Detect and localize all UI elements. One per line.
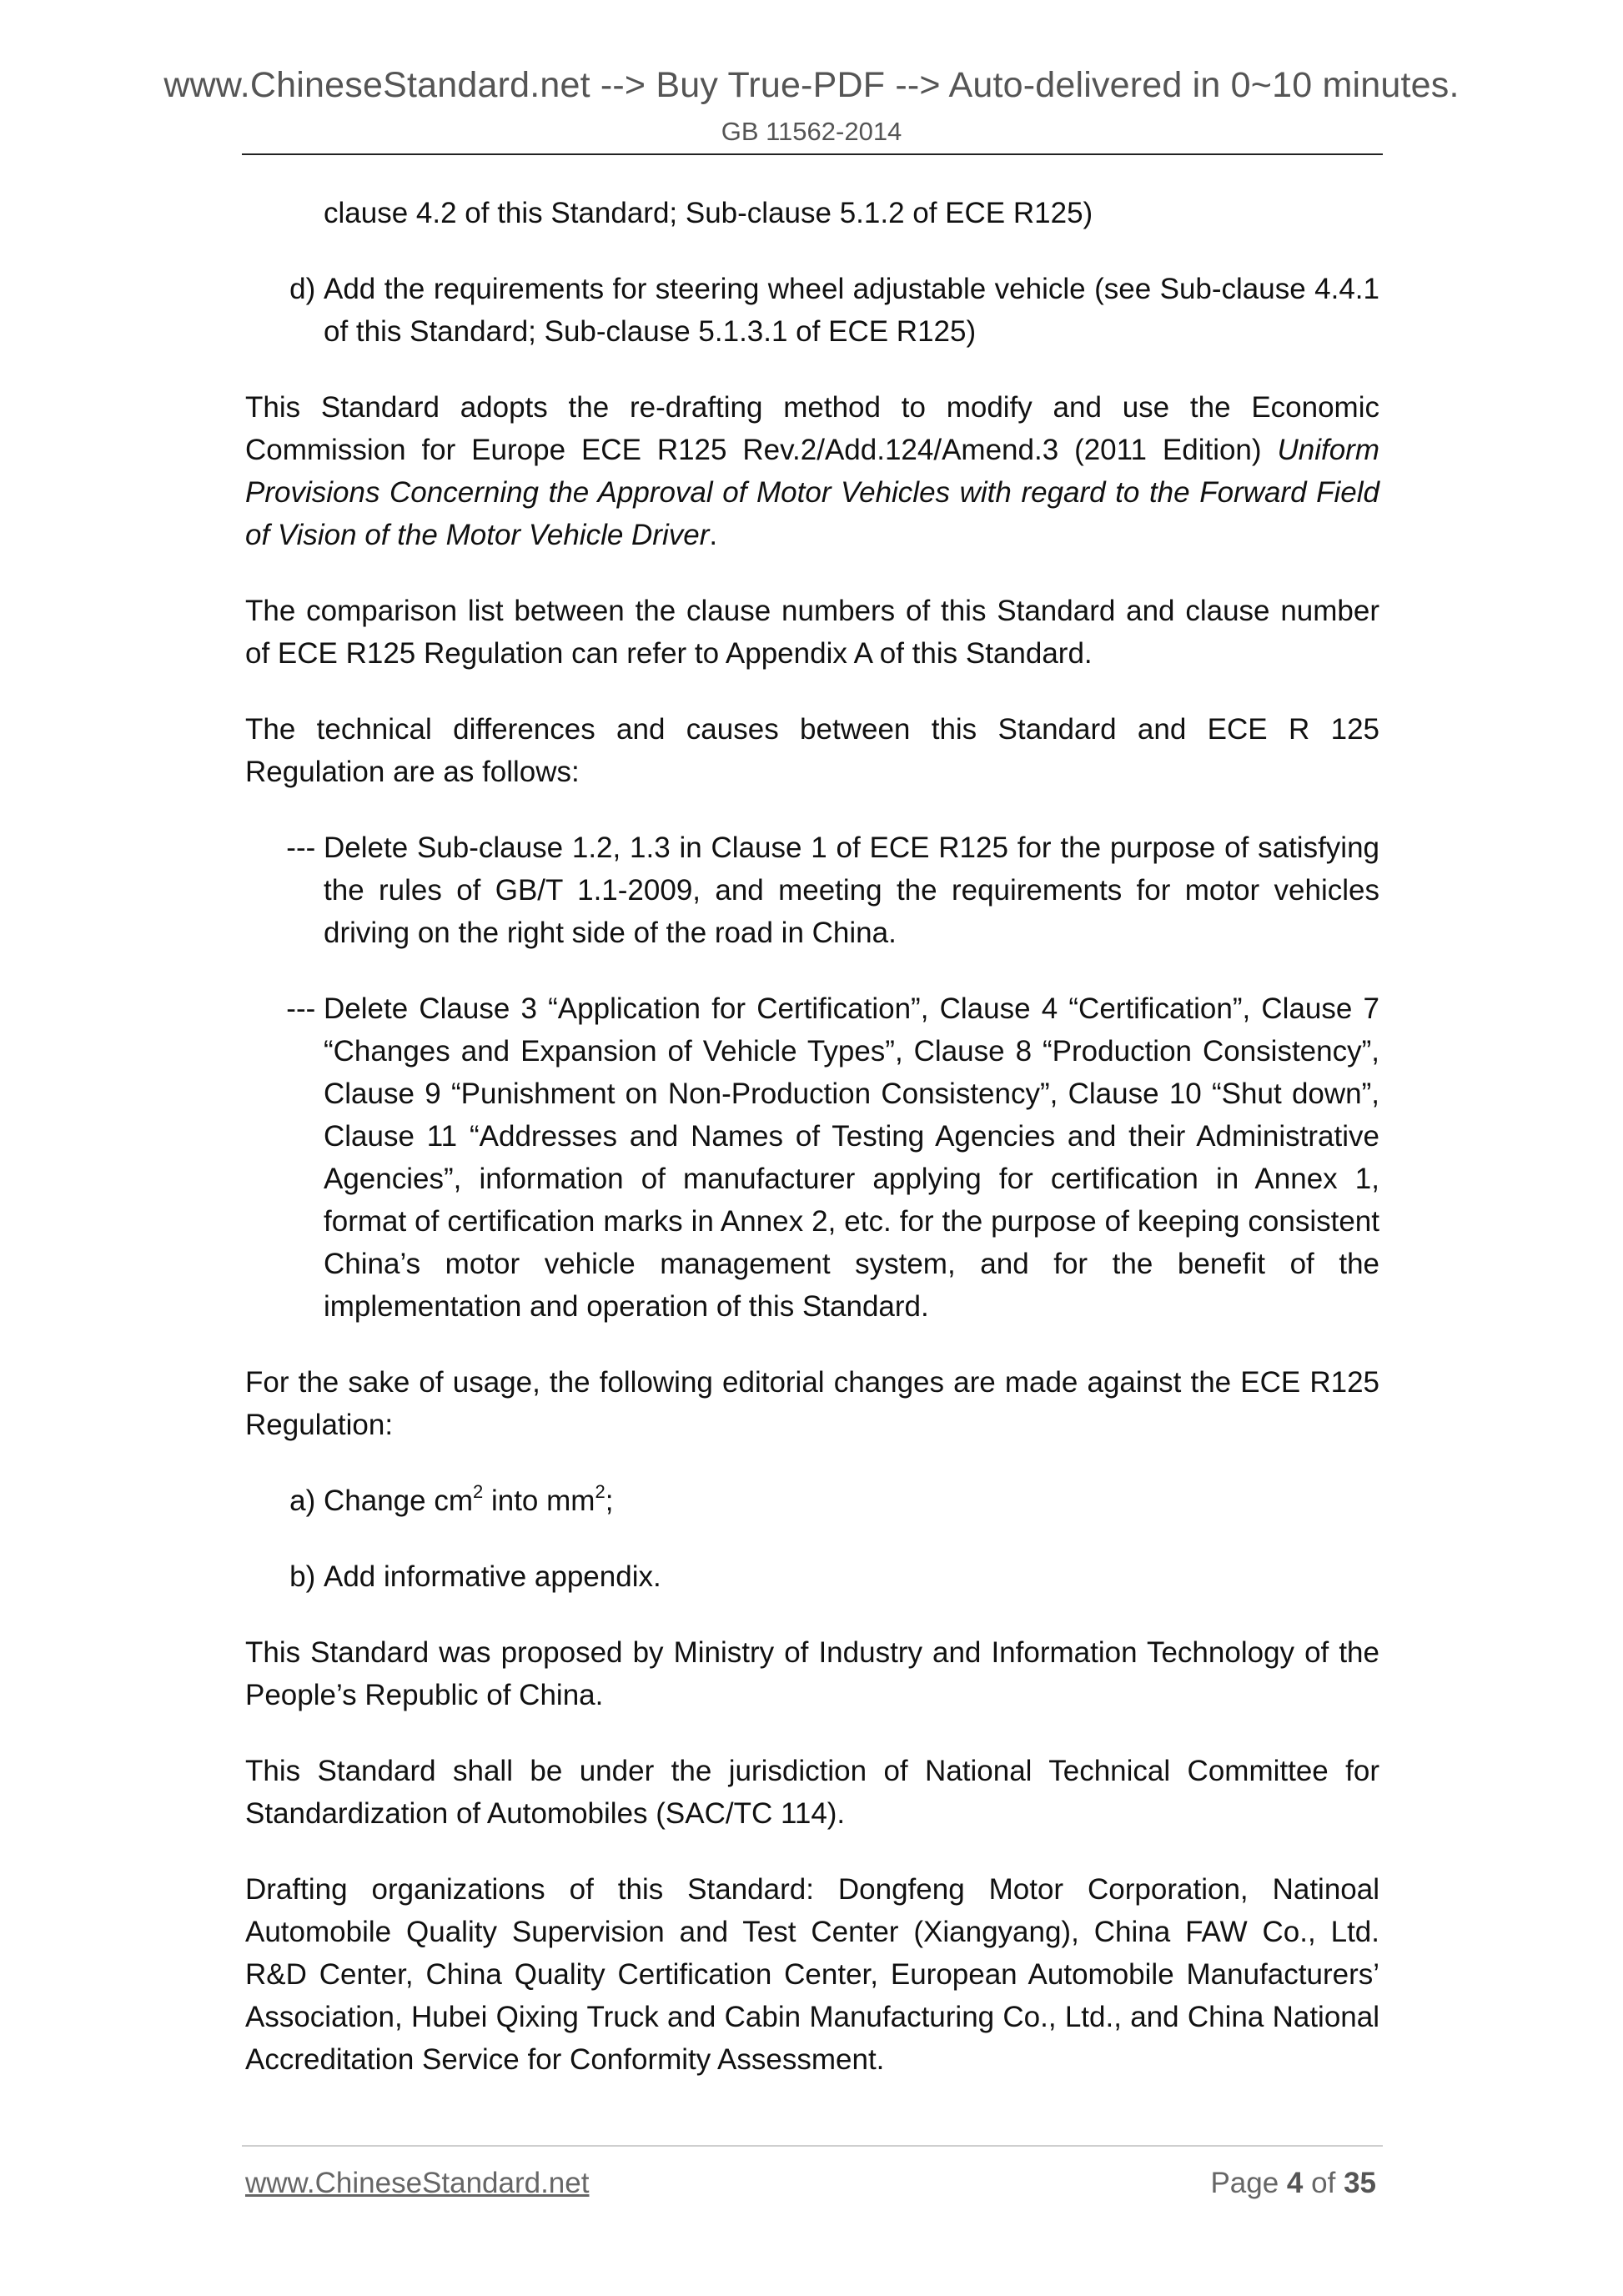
paragraph-editorial-changes: For the sake of usage, the following editorial changes are made against the ECE R125 Regulation: (245, 1366, 1379, 1441)
dash-item-2 (245, 987, 1379, 1328)
list-item-b (245, 1555, 1379, 1598)
dash-item-1 (245, 826, 1379, 954)
paragraph-proposed-by: This Standard was proposed by Ministry of Industry and Information Technology of the People’s Republic of China. (245, 1636, 1379, 1711)
list-marker: a) (289, 1485, 316, 1517)
page-body (245, 192, 1379, 2114)
list-marker: d) (289, 273, 316, 305)
list-marker: b) (289, 1560, 316, 1593)
paragraph-technical-differences: The technical differences and causes between this Standard and ECE R 125 Regulation are as follows: (245, 713, 1379, 788)
dash-marker: --- (286, 831, 316, 864)
standard-code: GB 11562-2014 (721, 117, 902, 146)
footer-site-link[interactable]: www.ChineseStandard.net (245, 2167, 590, 2199)
paragraph-comparison: The comparison list between the clause numbers of this Standard and clause number of ECE R125 Regulation can refer to Appendix A of this Standard. (245, 595, 1379, 670)
list-item-text: Add the requirements for steering wheel adjustable vehicle (see Sub-clause 4.4.1 of this Standard; Sub-clause 5.1.3.1 of ECE R125) (324, 273, 1379, 348)
list-item-d (245, 268, 1379, 353)
dash-item-text: Delete Clause 3 “Application for Certification”, Clause 4 “Certification”, Clause 7 “Changes and Expansion of Vehicle Types”, Clause 8 “Production Consistency”, Clause 9 “Punishment on Non-Production Consistency”, Clause 10 “Shut down”, Clause 11 “Addresses and Names of Testing Agencies and their Administrative Agencies”, information of manufacturer applying for certification in Annex 1, format of certification marks in Annex 2, etc. for the purpose of keeping consistent China’s motor vehicle management system, and for the benefit of the implementation and operation of this Standard. (324, 992, 1379, 1323)
header-divider (242, 153, 1383, 155)
item-c-continuation: clause 4.2 of this Standard; Sub-clause 5.1.2 of ECE R125) (324, 197, 1093, 229)
paragraph-adoption: This Standard adopts the re-drafting method to modify and use the Economic Commission for Europe ECE R125 Rev.2/Add.124/Amend.3 (2011 Edition) Uniform Provisions Concerning the Approval of Motor Vehicles with regard to the Forward Field of Vision of the Motor Vehicle Driver. (245, 391, 1379, 551)
list-item-text: Change $cm^2$ into $mm^2$; (324, 1481, 614, 1517)
dash-item-text: Delete Sub-clause 1.2, 1.3 in Clause 1 of ECE R125 for the purpose of satisfying the rules of GB/T 1.1-2009, and meeting the requirements for motor vehicles driving on the right side of the road in China. (324, 831, 1379, 949)
dash-marker: --- (286, 992, 316, 1025)
list-item-a (245, 1480, 1379, 1522)
regulation-title: Uniform Provisions Concerning the Approval of Motor Vehicles with regard to the Forward Field of Vision of the Motor Vehicle Driver (245, 434, 1379, 551)
footer-divider (242, 2145, 1383, 2147)
page-number: Page 4 of 35 (1210, 2167, 1376, 2199)
site-banner: www.ChineseStandard.net --> Buy True-PDF --> Auto-delivered in 0~10 minutes. (163, 65, 1460, 105)
paragraph-jurisdiction: This Standard shall be under the jurisdiction of National Technical Committee for Standardization of Automobiles (SAC/TC 114). (245, 1755, 1379, 1830)
list-item-text: Add informative appendix. (324, 1560, 661, 1593)
paragraph-drafting-organizations: Drafting organizations of this Standard: Dongfeng Motor Corporation, Natinoal Automobile Quality Supervision and Test Center (Xiangyang), China FAW Co., Ltd. R&D Center, China Quality Certification Center, European Automobile Manufacturers’ Association, Hubei Qixing Truck and Cabin Manufacturing Co., Ltd., and China National Accreditation Service for Conformity Assessment. (245, 1873, 1379, 2076)
